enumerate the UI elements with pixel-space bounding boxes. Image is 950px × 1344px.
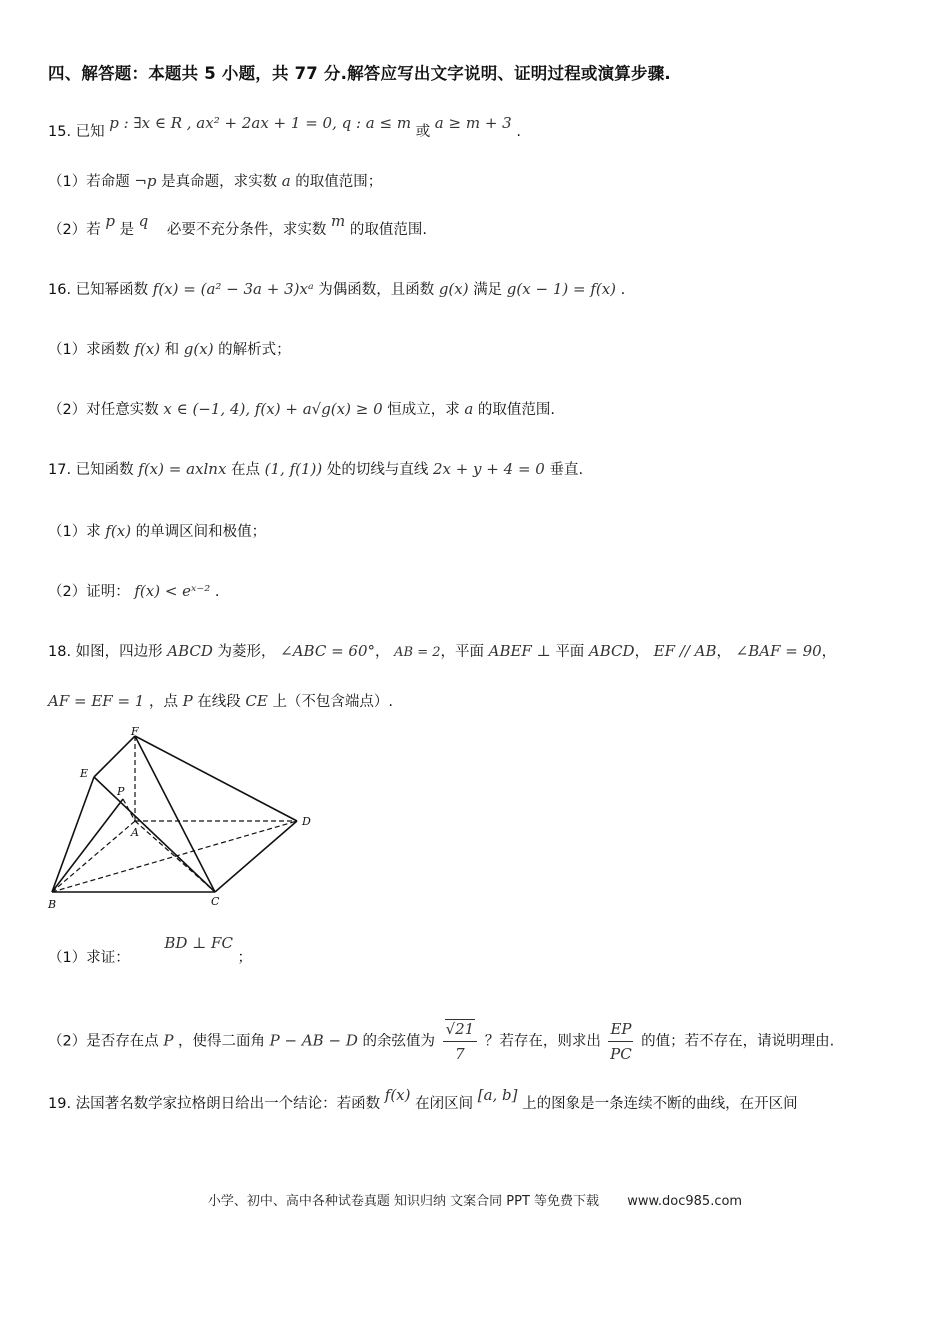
problem-16-stem: 16. 已知幂函数 f(x) = (a² − 3a + 3)xᵃ 为偶函数，且函数 g(x) 满足 g(x − 1) = f(x) . — [48, 280, 626, 298]
label-C: C — [211, 895, 220, 908]
label-B: B — [48, 898, 57, 911]
footer-site: www.doc985.com — [627, 1194, 743, 1209]
footer-text: 小学、初中、高中各种试卷真题 知识归纳 文案合同 PPT 等免费下载 — [207, 1194, 600, 1209]
label-P: P — [117, 785, 125, 798]
problem-18-part-2: （2）是否存在点 P ，使得二面角 P − AB − D 的余弦值为 $\frac{√21}{7}$ ？若存在，则求出 $\frac{EP}{PC}$ 的值；若不存在，请说明理由. — [48, 1020, 835, 1063]
label-F: F — [131, 725, 139, 738]
problem-19-stem: 19. 法国著名数学家拉格朗日给出一个结论：若函数 f(x) 在闭区间 [a, b] 上的图象是一条连续不断的曲线，在开区间 — [48, 1086, 798, 1112]
problem-17-part-1: （1）求 f(x) 的单调区间和极值； — [48, 522, 267, 540]
problem-15-stem: 15. 已知 p : ∃x ∈ R , ax² + 2ax + 1 = 0, q : a ≤ m 或 a ≥ m + 3 . — [48, 114, 521, 140]
problem-16-part-1: （1）求函数 f(x) 和 g(x) 的解析式； — [48, 340, 291, 358]
label-D: D — [302, 815, 311, 828]
problem-17-stem: 17. 已知函数 f(x) = axlnx 在点 (1, f(1)) 处的切线与直线 2x + y + 4 = 0 垂直. — [48, 460, 584, 478]
label-A: A — [131, 826, 139, 839]
problem-18-part-1: （1）求证： BD ⊥ FC ； — [48, 934, 253, 966]
problem-16-part-2: （2）对任意实数 x ∈ (−1, 4), f(x) + a√g(x) ≥ 0 恒成立，求 a 的取值范围. — [48, 400, 555, 418]
edge-FD — [135, 736, 297, 821]
problem-18-stem-line-2: AF = EF = 1 ，点 P 在线段 CE 上（不包含端点）. — [48, 692, 394, 710]
math-expression: p : ∃x ∈ R , ax² + 2ax + 1 = 0, q : a ≤ m — [109, 114, 412, 132]
page-footer — [0, 1190, 950, 1209]
problem-18-stem: 18. 如图，四边形 ABCD 为菱形， ∠ABC = 60°， AB = 2，平面 ABEF ⊥ 平面 ABCD， EF // AB， ∠BAF = 90， — [48, 642, 837, 660]
fraction-cosine: $\frac{√21}{7}$ — [443, 1018, 478, 1065]
edge-EC — [94, 777, 215, 892]
fraction-ep-pc: $\frac{EP}{PC}$ — [610, 1020, 632, 1063]
edge-FC — [135, 736, 215, 892]
segment-BP — [52, 799, 123, 892]
diagonal-BD — [52, 821, 297, 892]
geometry-figure — [46, 724, 326, 914]
segment-PA — [123, 799, 135, 821]
label-E: E — [80, 767, 89, 780]
edge-FE — [94, 736, 135, 777]
math-expression: a ≥ m + 3 — [434, 114, 512, 132]
edge-CD — [215, 821, 297, 892]
problem-17-part-2: （2）证明： f(x) < eˣ⁻² . — [48, 582, 220, 600]
section-title: 四、解答题：本题共 5 小题，共 77 分.解答应写出文字说明、证明过程或演算步骤. — [48, 64, 671, 83]
problem-15-part-2: （2）若 p 是 q 必要不充分条件，求实数 m 的取值范围. — [48, 212, 427, 238]
problem-15-part-1: （1）若命题 ¬p 是真命题，求实数 a 的取值范围； — [48, 172, 383, 190]
